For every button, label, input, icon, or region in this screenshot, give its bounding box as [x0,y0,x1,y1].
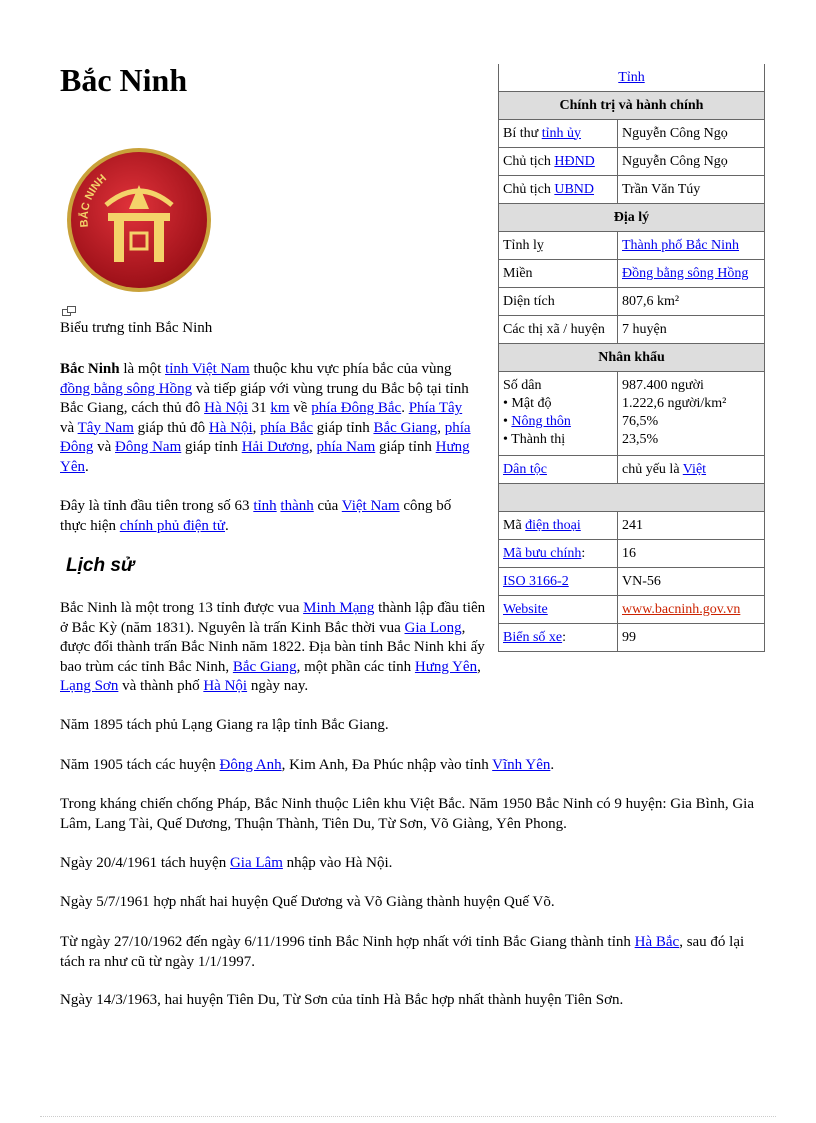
row-dan-toc: Dân tộc chủ yếu là Việt [499,456,765,484]
link-ha-noi-2[interactable]: Hà Nội [208,419,253,436]
link-iso[interactable]: ISO 3166-2 [503,573,569,589]
link-ubnd[interactable]: UBND [554,181,595,197]
section-blank [499,484,765,512]
row-huyen: Các thị xã / huyện 7 huyện [499,316,765,344]
link-tinh[interactable]: tỉnh [253,498,277,514]
link-km[interactable]: km [270,400,290,416]
link-bac-giang[interactable]: Bắc Giang [373,419,438,436]
link-hung-yen[interactable]: Hưng Yên [60,439,470,475]
link-ha-noi[interactable]: Hà Nội [204,400,248,416]
link-bac-giang-2[interactable]: Bắc Giang [232,658,297,675]
link-tay-nam[interactable]: Tây Nam [77,419,134,436]
row-bi-thu: Bí thư tỉnh ủy Nguyễn Công Ngọ [499,120,765,148]
page-title: Bắc Ninh [60,62,188,98]
value-hdnd: Nguyễn Công Ngọ [618,148,765,176]
link-phia-dong[interactable]: phía Đông [60,419,471,455]
link-gia-lam[interactable]: Gia Lâm [229,855,283,871]
link-dong-nam[interactable]: Đông Nam [115,439,182,455]
history-paragraph-4: Trong kháng chiến chống Pháp, Bắc Ninh thuộc Liên khu Việt Bắc. Năm 1950 Bắc Ninh có 9 huyện: Gia Bình, Gia Lâm, Lang Tài, Quế Dương, Thuận Thành, Tiên Du, Từ Sơn, Võ Giàng, Yên Phong. [60,796,754,832]
value-iso: VN-56 [618,568,765,596]
section-demographics: Nhân khẩu [499,344,765,372]
row-buu-chinh: Mã bưu chính: 16 [499,540,765,568]
value-ubnd: Trần Văn Túy [618,176,765,204]
link-phia-nam[interactable]: phía Nam [316,439,376,455]
link-chinh-phu-dien-tu[interactable]: chính phủ điện tử [119,517,225,534]
value-buu-chinh: 16 [618,540,765,568]
row-dien-thoai: Mã điện thoại 241 [499,512,765,540]
link-tinh-uy[interactable]: tỉnh ủy [541,125,581,141]
bac-ninh-seal-logo [66,147,212,293]
link-minh-mang[interactable]: Minh Mạng [303,600,375,616]
link-dong-bang-song-hong[interactable]: đồng bằng sông Hồng [60,380,193,397]
value-huyen: 7 huyện [618,316,765,344]
history-paragraph-3: Năm 1905 tách các huyện Đông Anh, Kim Anh, Đa Phúc nhập vào tỉnh Vĩnh Yên. [60,757,555,773]
bold-term: Bắc Ninh [60,361,120,377]
value-dien-tich: 807,6 km² [618,288,765,316]
link-dien-thoai[interactable]: điện thoại [525,517,581,533]
link-ha-noi-3[interactable]: Hà Nội [203,678,248,694]
value-dien-thoai: 241 [618,512,765,540]
link-viet[interactable]: Việt [682,461,707,477]
row-chu-tich-ubnd: Chủ tịch UBND Trần Văn Túy [499,176,765,204]
link-thanh[interactable]: thành [280,498,314,514]
link-phia-dong-bac[interactable]: phía Đông Bắc [311,400,402,416]
link-dong-anh[interactable]: Đông Anh [219,757,282,773]
link-hung-yen-2[interactable]: Hưng Yên [414,658,478,675]
infobox-type-link[interactable]: Tỉnh [618,69,645,85]
link-mien[interactable]: Đồng bằng sông Hồng [622,265,749,281]
intro-paragraph-2: Đây là tỉnh đầu tiên trong số 63 tỉnh thành của Việt Nam công bố thực hiện chính phủ điện tử. [60,498,452,534]
row-dien-tich: Diện tích 807,6 km² [499,288,765,316]
intro-paragraph: Bắc Ninh là một tỉnh Việt Nam thuộc khu vực phía bắc của vùng đồng bằng sông Hồng và tiếp giáp với vùng trung du Bắc bộ tại tỉnh Bắc Giang, cách thủ đô Hà Nội 31 km về phía Đông Bắc. Phía Tây và Tây Nam giáp thủ đô Hà Nội, phía Bắc giáp tỉnh Bắc Giang, phía Đông và Đông Nam giáp tỉnh Hải Dương, phía Nam giáp tỉnh Hưng Yên. [60,361,471,475]
history-paragraph-2: Năm 1895 tách phủ Lạng Giang ra lập tỉnh Bắc Giang. [60,717,389,733]
row-mien: Miền Đồng bằng sông Hồng [499,260,765,288]
link-phia-bac[interactable]: phía Bắc [260,419,314,436]
link-viet-nam[interactable]: Việt Nam [341,498,400,514]
link-thanh-pho-bac-ninh[interactable]: Thành phố Bắc Ninh [622,237,740,253]
value-bi-thu: Nguyễn Công Ngọ [618,120,765,148]
link-lang-son[interactable]: Lạng Sơn [60,678,119,694]
history-paragraph-8: Ngày 14/3/1963, hai huyện Tiên Du, Từ Sơn của tỉnh Hà Bắc hợp nhất thành huyện Tiên Sơn. [60,992,624,1008]
link-hai-duong[interactable]: Hải Dương [241,439,309,455]
row-bien-so: Biển số xe: 99 [499,624,765,652]
link-ma-buu-chinh[interactable]: Mã bưu chính [503,545,582,561]
link-vinh-yen[interactable]: Vĩnh Yên [492,757,551,773]
history-paragraph-5: Ngày 20/4/1961 tách huyện Gia Lâm nhập vào Hà Nội. [60,855,393,871]
history-heading: Lịch sử [66,555,135,576]
seal-text: BẮC NINH [78,172,109,228]
link-tinh-viet-nam[interactable]: tỉnh Việt Nam [165,361,250,377]
link-hdnd[interactable]: HĐND [554,153,595,169]
page-bottom-divider [40,1116,776,1117]
image-caption: Biểu trưng tỉnh Bắc Ninh [60,320,213,336]
link-ha-bac[interactable]: Hà Bắc [634,934,680,950]
link-website-url[interactable]: www.bacninh.gov.vn [622,601,741,617]
history-paragraph-1: Bắc Ninh là một trong 13 tỉnh được vua Minh Mạng thành lập đầu tiên ở Bắc Kỳ (năm 1831). Nguyên là trấn Kinh Bắc thời vua Gia Long, được đổi thành trấn Bắc Ninh năm 1822. Địa bàn tỉnh Bắc Ninh khi ấy bao trùm các tỉnh Bắc Ninh, Bắc Giang, một phần các tỉnh Hưng Yên, Lạng Sơn và thành phố Hà Nội ngày nay. [60,600,486,694]
row-so-dan: Số dân • Mật độ • Nông thôn • Thành thị 987.400 người 1.222,6 người/km² 76,5% 23,5% [499,372,765,456]
link-gia-long[interactable]: Gia Long [404,619,462,636]
link-nong-thon[interactable]: Nông thôn [511,414,571,429]
row-chu-tich-hdnd: Chủ tịch HĐND Nguyễn Công Ngọ [499,148,765,176]
link-bien-so-xe[interactable]: Biển số xe [503,629,563,645]
row-tinh-ly: Tỉnh lỵ Thành phố Bắc Ninh [499,232,765,260]
link-phia-tay[interactable]: Phía Tây [408,400,463,416]
row-iso [499,568,765,596]
row-website [499,596,765,624]
enlarge-icon[interactable] [62,306,76,316]
value-bien-so: 99 [618,624,765,652]
history-paragraph-7: Từ ngày 27/10/1962 đến ngày 6/11/1996 tỉnh Bắc Ninh hợp nhất với tỉnh Bắc Giang thành tỉnh Hà Bắc, sau đó lại tách ra như cũ từ ngày 1/1/1997. [60,934,745,970]
infobox [498,64,765,652]
link-website-label[interactable]: Website [503,601,548,617]
history-paragraph-6: Ngày 5/7/1961 hợp nhất hai huyện Quế Dương và Võ Giàng thành huyện Quế Võ. [60,894,555,910]
section-geography: Địa lý [499,204,765,232]
link-dan-toc[interactable]: Dân tộc [503,461,547,477]
section-politics: Chính trị và hành chính [499,92,765,120]
